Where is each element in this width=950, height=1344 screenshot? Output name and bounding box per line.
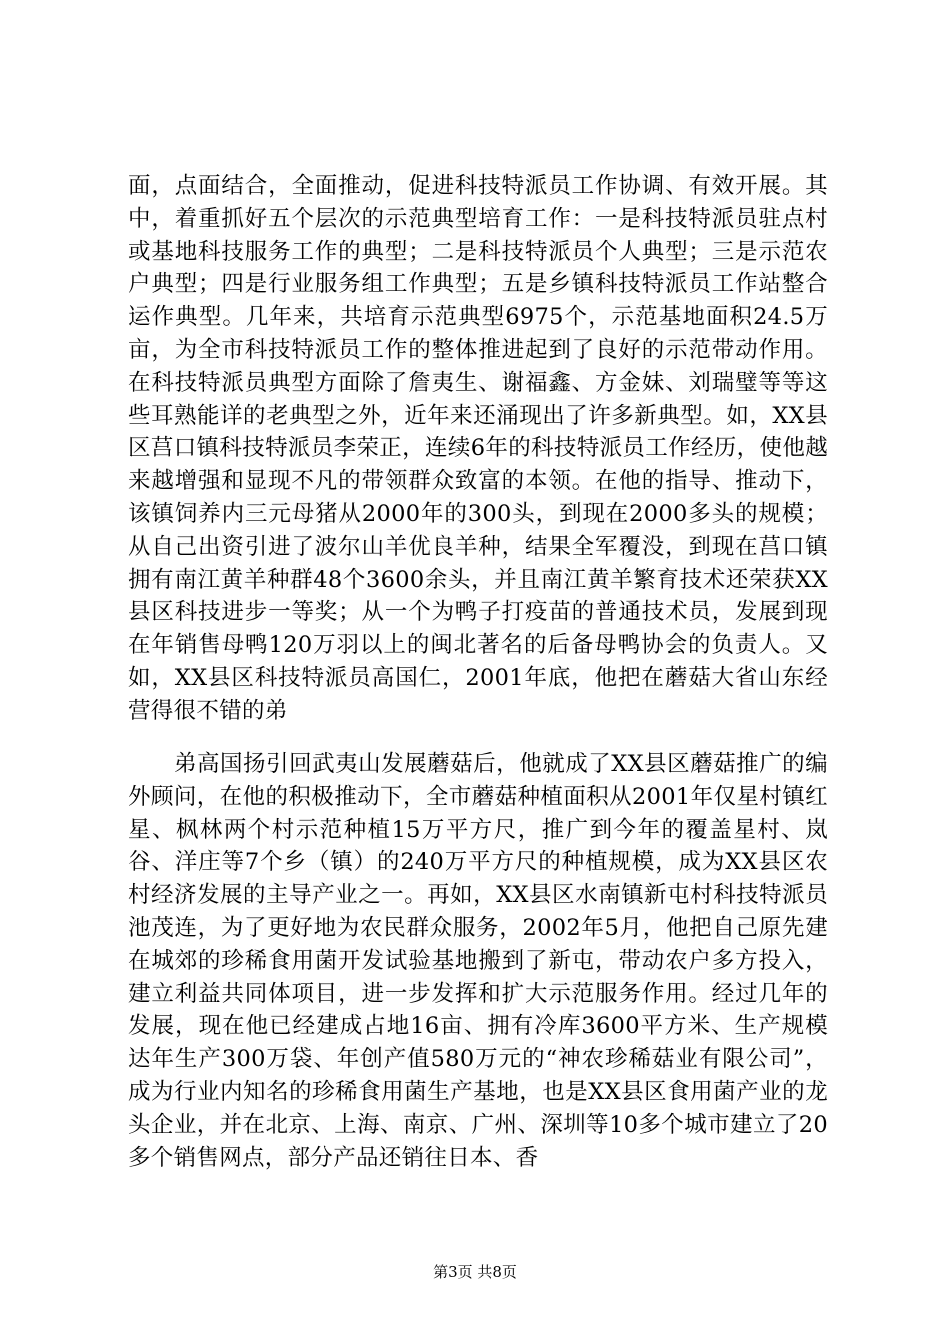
body-paragraph-2: 弟高国扬引回武夷山发展蘑菇后，他就成了XX县区蘑菇推广的编外顾问，在他的积极推动下，全市蘑菇种植面积从2001年仅星村镇红星、枫林两个村示范种植15万平方尺，推广到今年的覆盖星村、岚谷、洋庄等7个乡（镇）的240万平方尺的种植规模，成为XX县区农村经济发展的主导产业之一。再如，XX县区水南镇新屯村科技特派员池茂连，为了更好地为农民群众服务，2002年5月，他把自己原先建在城郊的珍稀食用菌开发试验基地搬到了新屯，带动农户多方投入，建立利益共同体项目，进一步发挥和扩大示范服务作用。经过几年的发展，现在他已经建成占地16亩、拥有冷库3600平方米、生产规模达年生产300万袋、年创产值580万元的“神农珍稀菇业有限公司”，成为行业内知名的珍稀食用菌生产基地，也是XX县区食用菌产业的龙头企业，并在北京、上海、南京、广州、深圳等10多个城市建立了20多个销售网点，部分产品还销往日本、香	[128, 751, 828, 1171]
page-footer: 第3页 共8页	[433, 1263, 517, 1281]
body-paragraph-1: 面，点面结合，全面推动，促进科技特派员工作协调、有效开展。其中，着重抓好五个层次的示范典型培育工作：一是科技特派员驻点村或基地科技服务工作的典型；二是科技特派员个人典型；三是示范农户典型；四是行业服务组工作典型；五是乡镇科技特派员工作站整合运作典型。几年来，共培育示范典型6975个，示范基地面积24.5万亩，为全市科技特派员工作的整体推进起到了良好的示范带动作用。在科技特派员典型方面除了詹夷生、谢福鑫、方金妹、刘瑞璧等等这些耳熟能详的老典型之外，近年来还涌现出了许多新典型。如，XX县区莒口镇科技特派员李荣正，连续6年的科技特派员工作经历，使他越来越增强和显现不凡的带领群众致富的本领。在他的指导、推动下，该镇饲养内三元母猪从2000年的300头，到现在2000多头的规模；从自己出资引进了波尔山羊优良羊种，结果全军覆没，到现在莒口镇拥有南江黄羊种群48个3600余头，并且南江黄羊繁育技术还荣获XX县区科技进步一等奖；从一个为鸭子打疫苗的普通技术员，发展到现在年销售母鸭120万羽以上的闽北著名的后备母鸭协会的负责人。又如，XX县区科技特派员高国仁，2001年底，他把在蘑菇大省山东经营得很不错的弟	[128, 173, 828, 724]
